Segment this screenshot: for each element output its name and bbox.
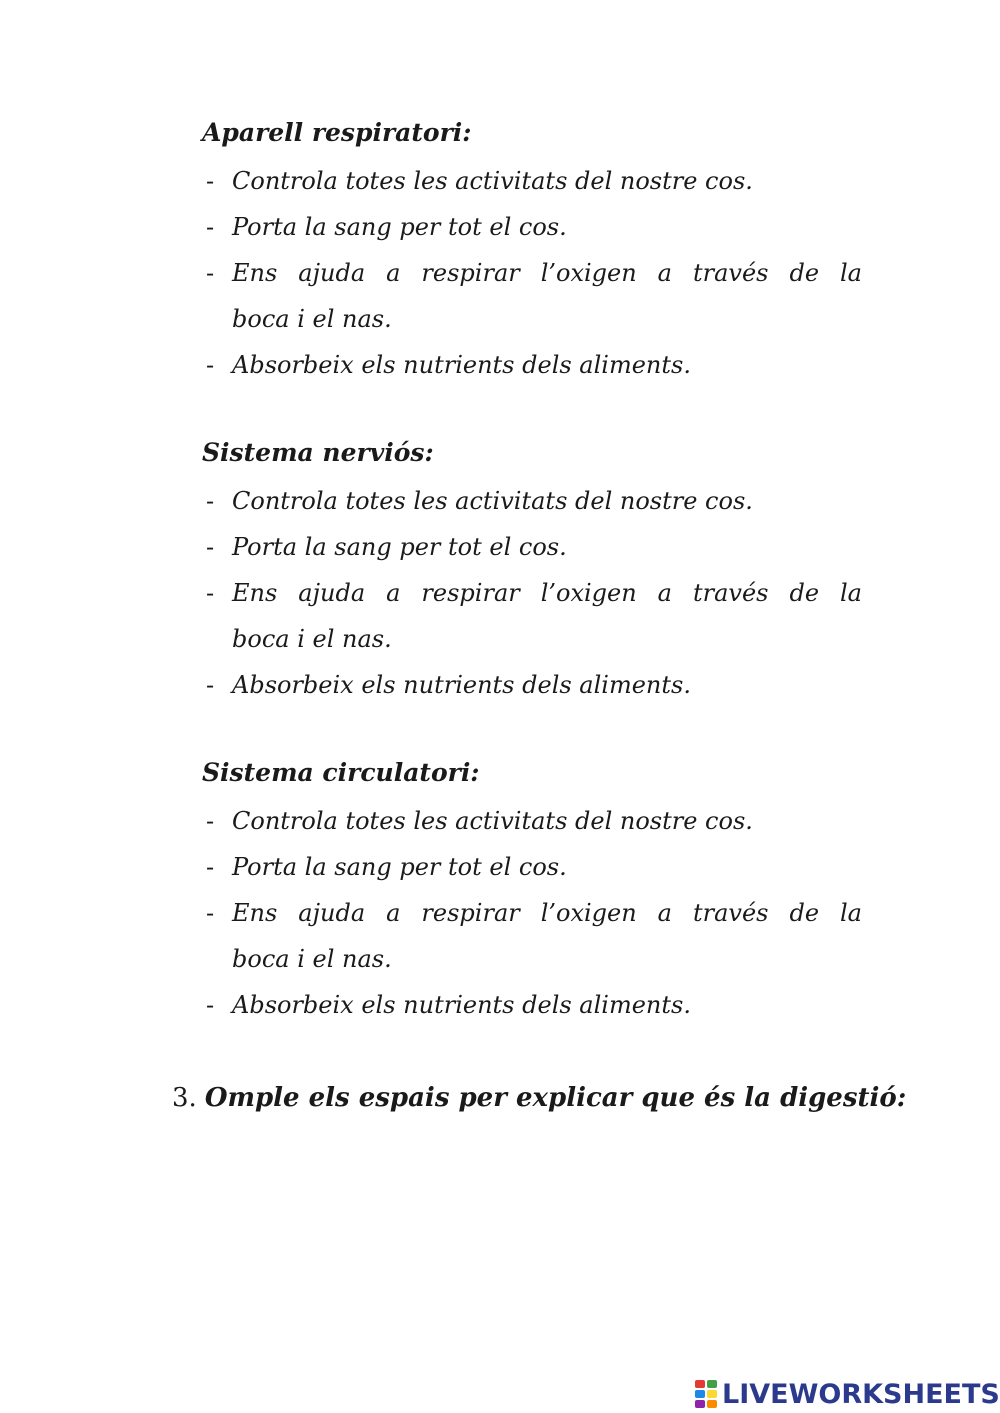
option-text: Absorbeix els nutrients dels aliments. bbox=[232, 351, 691, 379]
option-item-continuation[interactable] bbox=[202, 616, 862, 662]
option-item[interactable] bbox=[202, 524, 862, 570]
option-item[interactable] bbox=[202, 204, 862, 250]
option-item[interactable] bbox=[202, 982, 862, 1028]
option-text: Ens ajuda a respirar l’oxigen a través de la bbox=[232, 899, 862, 927]
dash-marker: - bbox=[206, 213, 215, 241]
option-item[interactable] bbox=[202, 890, 862, 936]
logo-block bbox=[707, 1380, 717, 1388]
section-title: Sistema circulatori: bbox=[202, 758, 480, 787]
option-item[interactable] bbox=[202, 478, 862, 524]
dash-marker: - bbox=[206, 487, 215, 515]
dash-marker: - bbox=[206, 167, 215, 195]
option-text: Ens ajuda a respirar l’oxigen a través de la bbox=[232, 259, 862, 287]
option-text: Porta la sang per tot el cos. bbox=[232, 853, 567, 881]
option-item-continuation[interactable] bbox=[202, 296, 862, 342]
option-text: Controla totes les activitats del nostre cos. bbox=[232, 487, 753, 515]
brand-name: LIVEWORKSHEETS bbox=[722, 1378, 1000, 1410]
option-text: boca i el nas. bbox=[232, 625, 392, 653]
option-text: Controla totes les activitats del nostre cos. bbox=[232, 167, 753, 195]
option-item[interactable] bbox=[202, 662, 862, 708]
option-text: Absorbeix els nutrients dels aliments. bbox=[232, 991, 691, 1019]
option-text: Porta la sang per tot el cos. bbox=[232, 213, 567, 241]
option-item[interactable] bbox=[202, 158, 862, 204]
dash-marker: - bbox=[206, 807, 215, 835]
dash-marker: - bbox=[206, 351, 215, 379]
section-sistema-circulatori bbox=[202, 758, 862, 1028]
question-3 bbox=[172, 1080, 906, 1116]
section-aparell-respiratori bbox=[202, 118, 862, 388]
option-item[interactable] bbox=[202, 342, 862, 388]
logo-block bbox=[695, 1390, 705, 1398]
question-text: Omple els espais per explicar que és la digestió: bbox=[204, 1083, 907, 1113]
option-item[interactable] bbox=[202, 844, 862, 890]
logo-block bbox=[707, 1390, 717, 1398]
dash-marker: - bbox=[206, 579, 215, 607]
option-text: Absorbeix els nutrients dels aliments. bbox=[232, 671, 691, 699]
option-item[interactable] bbox=[202, 250, 862, 296]
section-title: Sistema nerviós: bbox=[202, 438, 434, 467]
dash-marker: - bbox=[206, 259, 215, 287]
logo-block bbox=[695, 1400, 705, 1408]
option-item-continuation[interactable] bbox=[202, 936, 862, 982]
dash-marker: - bbox=[206, 899, 215, 927]
logo-block bbox=[707, 1400, 717, 1408]
section-sistema-nervios bbox=[202, 438, 862, 708]
dash-marker: - bbox=[206, 853, 215, 881]
question-number: 3. bbox=[172, 1083, 197, 1113]
option-text: Porta la sang per tot el cos. bbox=[232, 533, 567, 561]
dash-marker: - bbox=[206, 533, 215, 561]
dash-marker: - bbox=[206, 991, 215, 1019]
option-text: boca i el nas. bbox=[232, 305, 392, 333]
option-item[interactable] bbox=[202, 570, 862, 616]
liveworksheets-logo-icon bbox=[694, 1379, 718, 1409]
option-text: Controla totes les activitats del nostre cos. bbox=[232, 807, 753, 835]
option-item[interactable] bbox=[202, 798, 862, 844]
option-text: boca i el nas. bbox=[232, 945, 392, 973]
dash-marker: - bbox=[206, 671, 215, 699]
section-title: Aparell respiratori: bbox=[202, 118, 472, 147]
liveworksheets-brand bbox=[694, 1377, 1000, 1411]
option-text: Ens ajuda a respirar l’oxigen a través de la bbox=[232, 579, 862, 607]
logo-block bbox=[695, 1380, 705, 1388]
